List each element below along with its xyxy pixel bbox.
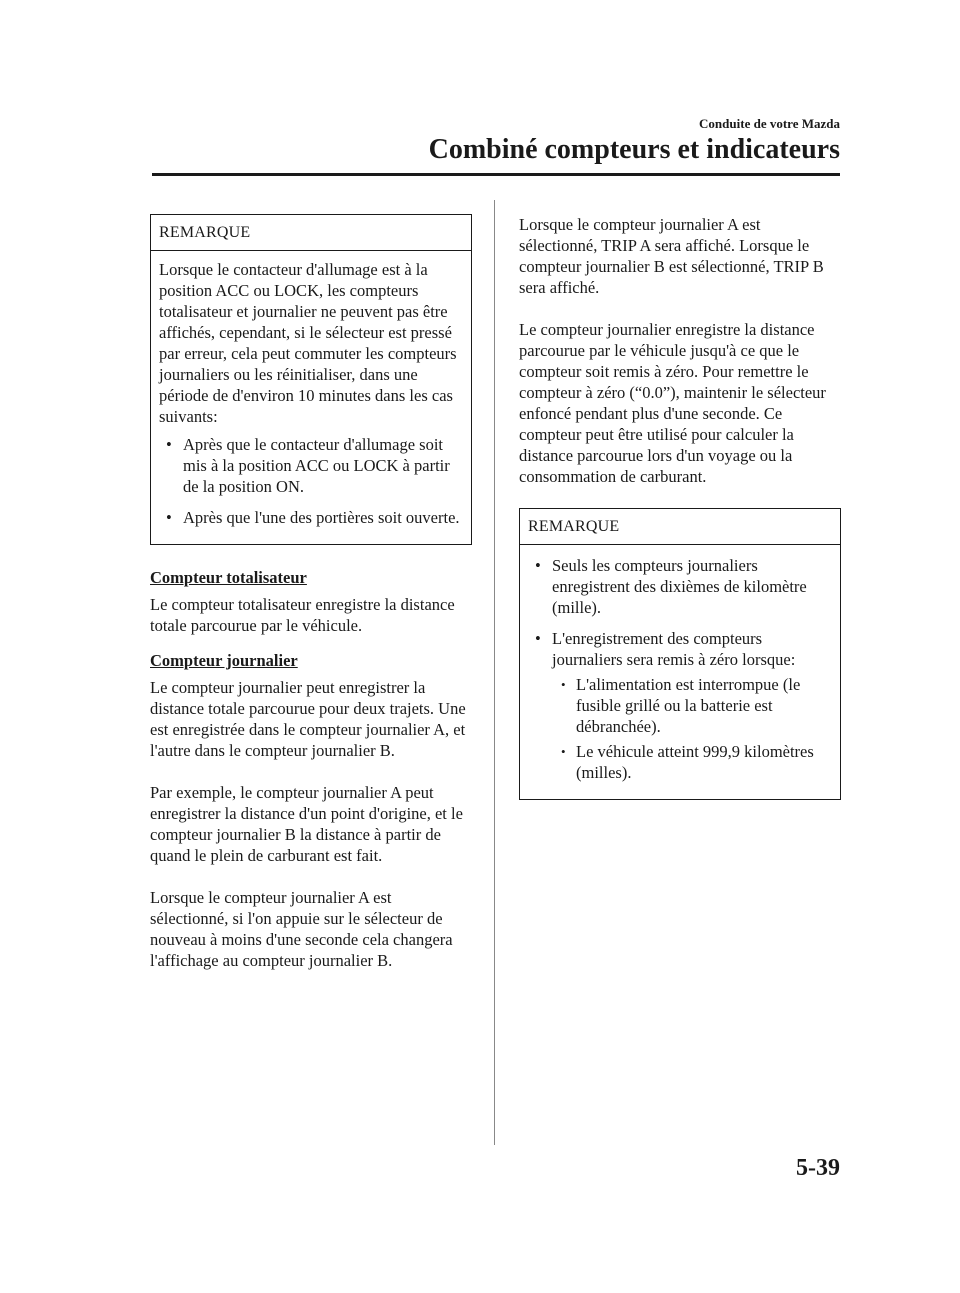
note-bullet-list	[159, 434, 463, 528]
section-heading-trip: Compteur journalier	[150, 651, 298, 670]
list-item	[552, 674, 832, 737]
list-item	[159, 434, 463, 497]
column-divider	[494, 200, 495, 1145]
list-item-text: Le véhicule atteint 999,9 kilomètres (milles).	[576, 742, 814, 782]
left-column	[150, 214, 472, 971]
paragraph: Lorsque le compteur journalier A est sélectionné, TRIP A sera affiché. Lorsque le compteur journalier B est sélectionné, TRIP B sera affiché.	[519, 215, 824, 297]
note-box	[150, 214, 472, 545]
section-heading-odometer: Compteur totalisateur	[150, 568, 307, 587]
bullet-icon: •	[535, 556, 541, 575]
list-item-text: Après que le contacteur d'allumage soit mis à la position ACC ou LOCK à partir de la position ON.	[183, 435, 450, 496]
list-item	[552, 741, 832, 783]
paragraph: Le compteur journalier peut enregistrer la distance totale parcourue pour deux trajets. Une est enregistrée dans le compteur journalier A, et l'autre dans le compteur journalier B.	[150, 678, 466, 760]
note-box	[519, 508, 841, 800]
section-kicker: Conduite de votre Mazda	[699, 116, 840, 131]
paragraph: Le compteur totalisateur enregistre la distance totale parcourue par le véhicule.	[150, 595, 455, 635]
note-title: REMARQUE	[151, 215, 471, 251]
note-bullet-list	[528, 555, 832, 783]
bullet-icon: •	[535, 629, 541, 648]
right-column	[519, 214, 841, 800]
header-rule	[152, 173, 840, 176]
note-body	[151, 251, 471, 544]
paragraph: Le compteur journalier enregistre la distance parcourue par le véhicule jusqu'à ce que le compteur soit remis à zéro. Pour remettre le compteur à zéro (“0.0”), maintenir le sélecteur enfoncé pendant plus d'une seconde. Ce compteur peut être utilisé pour calculer la distance parcourue lors d'un voyage ou la consommation de carburant.	[519, 320, 826, 486]
sub-bullet-icon: •	[561, 677, 566, 692]
sub-bullet-list	[552, 674, 832, 783]
note-title: REMARQUE	[520, 509, 840, 545]
list-item-text: Seuls les compteurs journaliers enregistrent des dixièmes de kilomètre (mille).	[552, 556, 807, 617]
bullet-icon: •	[166, 508, 172, 527]
paragraph: Par exemple, le compteur journalier A peut enregistrer la distance d'un point d'origine, et le compteur journalier B la distance à partir de quand le plein de carburant est fait.	[150, 783, 463, 865]
list-item	[528, 555, 832, 618]
paragraph: Lorsque le compteur journalier A est sélectionné, si l'on appuie sur le sélecteur de nouveau à moins d'une seconde cela changera l'affichage au compteur journalier B.	[150, 888, 453, 970]
list-item	[528, 628, 832, 783]
note-intro: Lorsque le contacteur d'allumage est à la position ACC ou LOCK, les compteurs totalisateur et journalier ne peuvent pas être affichés, cependant, si le sélecteur est pressé par erreur, cela peut commuter les compteurs journaliers ou les réinitialiser, dans une période de d'environ 10 minutes dans les cas suivants:	[159, 260, 457, 426]
list-item-text: L'enregistrement des compteurs journaliers sera remis à zéro lorsque:	[552, 629, 796, 669]
page-number: 5-39	[796, 1155, 840, 1181]
list-item	[159, 507, 463, 528]
bullet-icon: •	[166, 435, 172, 454]
note-body	[520, 545, 840, 799]
list-item-text: L'alimentation est interrompue (le fusible grillé ou la batterie est débranchée).	[576, 675, 801, 736]
sub-bullet-icon: •	[561, 744, 566, 759]
list-item-text: Après que l'une des portières soit ouverte.	[183, 508, 460, 527]
page-title: Combiné compteurs et indicateurs	[428, 134, 840, 165]
